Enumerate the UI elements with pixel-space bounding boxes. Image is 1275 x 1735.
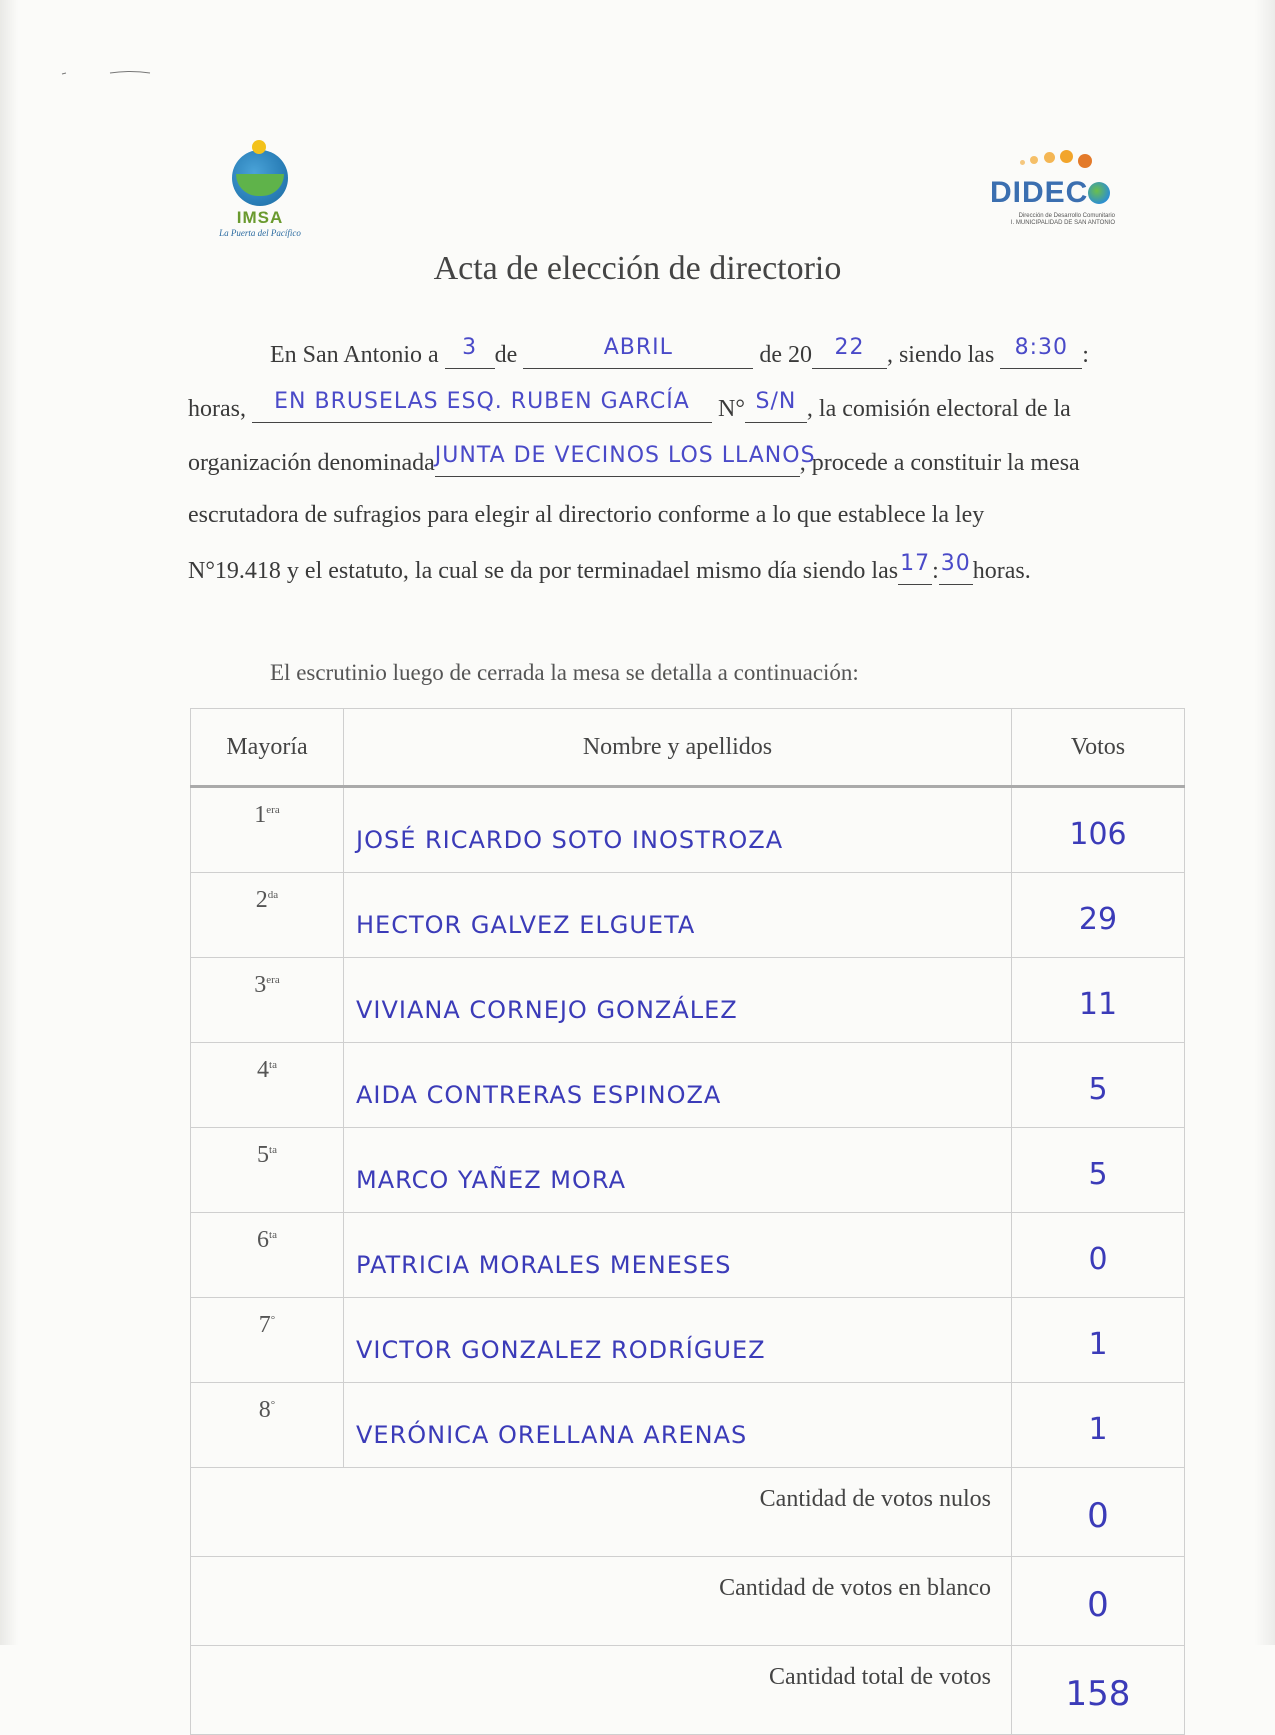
header-name: Nombre y apellidos xyxy=(344,709,1012,787)
globe-o-icon xyxy=(1088,182,1110,204)
blank-votes-value: 0 xyxy=(1087,1585,1109,1625)
table-row: $6^{ta}$ PATRICIA MORALES MENESES 0 xyxy=(191,1213,1185,1298)
table-row: 7° VICTOR GONZALEZ RODRÍGUEZ 1 xyxy=(191,1298,1185,1383)
day-value: 3 xyxy=(462,335,478,360)
imsa-logo xyxy=(200,130,320,245)
form-line-4: escrutadora de sufragios para elegir al directorio conforme a lo que establece la ley xyxy=(188,502,985,528)
place-value: EN BRUSELAS ESQ. RUBEN GARCÍA xyxy=(274,389,690,414)
total-votes-label: Cantidad total de votos xyxy=(191,1646,1012,1735)
form-line-1: En San Antonio a 3 de ABRIL de 20 22 , siendo las 8:30 : xyxy=(270,335,1089,368)
candidate-name: JOSÉ RICARDO SOTO INOSTROZA xyxy=(356,826,784,854)
candidate-name: VICTOR GONZALEZ RODRÍGUEZ xyxy=(356,1336,766,1364)
document-title: Acta de elección de directorio xyxy=(433,250,842,287)
candidate-name: AIDA CONTRERAS ESPINOZA xyxy=(356,1081,722,1109)
candidate-votes: 1 xyxy=(1088,1326,1108,1362)
form-line-5: N°19.418 y el estatuto, la cual se da por terminadael mismo día siendo las17:30horas. xyxy=(188,551,1031,584)
candidate-votes: 106 xyxy=(1069,816,1127,852)
table-row: $2^{da}$ HECTOR GALVEZ ELGUETA 29 xyxy=(191,873,1185,958)
candidate-votes: 29 xyxy=(1078,901,1118,937)
end-min-value: 30 xyxy=(940,551,971,576)
table-header-row xyxy=(191,709,1185,787)
candidate-votes: 11 xyxy=(1078,986,1118,1022)
candidate-votes: 0 xyxy=(1088,1241,1108,1277)
table-row: $4^{ta}$ AIDA CONTRERAS ESPINOZA 5 xyxy=(191,1043,1185,1128)
table-row: 8° VERÓNICA ORELLANA ARENAS 1 xyxy=(191,1383,1185,1468)
header-votes: Votos xyxy=(1012,709,1185,787)
header-position: Mayoría xyxy=(191,709,344,787)
year-value: 22 xyxy=(834,335,865,360)
organization-value: JUNTA DE VECINOS LOS LLANOS xyxy=(434,443,816,468)
form-line-2: horas, EN BRUSELAS ESQ. RUBEN GARCÍA N° S/N , la comisión electoral de la xyxy=(188,389,1071,422)
blank-votes-row xyxy=(191,1557,1185,1646)
start-time-value: 8:30 xyxy=(1014,335,1068,360)
null-votes-label: Cantidad de votos nulos xyxy=(191,1468,1012,1557)
imsa-tagline: La Puerta del Pacífico xyxy=(219,228,301,238)
table-row: $3^{era}$ VIVIANA CORNEJO GONZÁLEZ 11 xyxy=(191,958,1185,1043)
table-row: $1^{era}$ JOSÉ RICARDO SOTO INOSTROZA 106 xyxy=(191,787,1185,873)
dideco-brand: DIDEC xyxy=(990,176,1110,210)
candidate-name: VIVIANA CORNEJO GONZÁLEZ xyxy=(356,996,738,1024)
total-votes-value: 158 xyxy=(1065,1674,1131,1714)
total-votes-row xyxy=(191,1646,1185,1735)
scan-mark xyxy=(60,70,180,76)
number-value: S/N xyxy=(755,389,797,414)
candidate-name: HECTOR GALVEZ ELGUETA xyxy=(356,911,696,939)
dideco-logo xyxy=(990,150,1130,230)
month-value: ABRIL xyxy=(603,335,673,360)
candidate-name: PATRICIA MORALES MENESES xyxy=(356,1251,732,1279)
form-paragraph xyxy=(188,335,1185,600)
form-line-3: organización denominadaJUNTA DE VECINOS LOS LLANOS, procede a constituir la mesa xyxy=(188,443,1080,476)
candidate-votes: 1 xyxy=(1088,1411,1108,1447)
candidate-votes: 5 xyxy=(1088,1156,1108,1192)
candidate-votes: 5 xyxy=(1088,1071,1108,1107)
dideco-subtitle: Dirección de Desarrollo Comunitario I. MUNICIPALIDAD DE SAN ANTONIO xyxy=(1010,213,1115,226)
sun-icon xyxy=(252,140,266,154)
null-votes-value: 0 xyxy=(1087,1496,1109,1536)
candidate-name: MARCO YAÑEZ MORA xyxy=(356,1166,627,1194)
end-hour-value: 17 xyxy=(900,551,931,576)
candidate-name: VERÓNICA ORELLANA ARENAS xyxy=(356,1421,748,1449)
scrutiny-intro: El escrutinio luego de cerrada la mesa se detalla a continuación: xyxy=(270,660,859,685)
null-votes-row xyxy=(191,1468,1185,1557)
blank-votes-label: Cantidad de votos en blanco xyxy=(191,1557,1012,1646)
table-row: $5^{ta}$ MARCO YAÑEZ MORA 5 xyxy=(191,1128,1185,1213)
imsa-logo-text: IMSA xyxy=(236,208,284,227)
scrutiny-table xyxy=(190,708,1185,1735)
